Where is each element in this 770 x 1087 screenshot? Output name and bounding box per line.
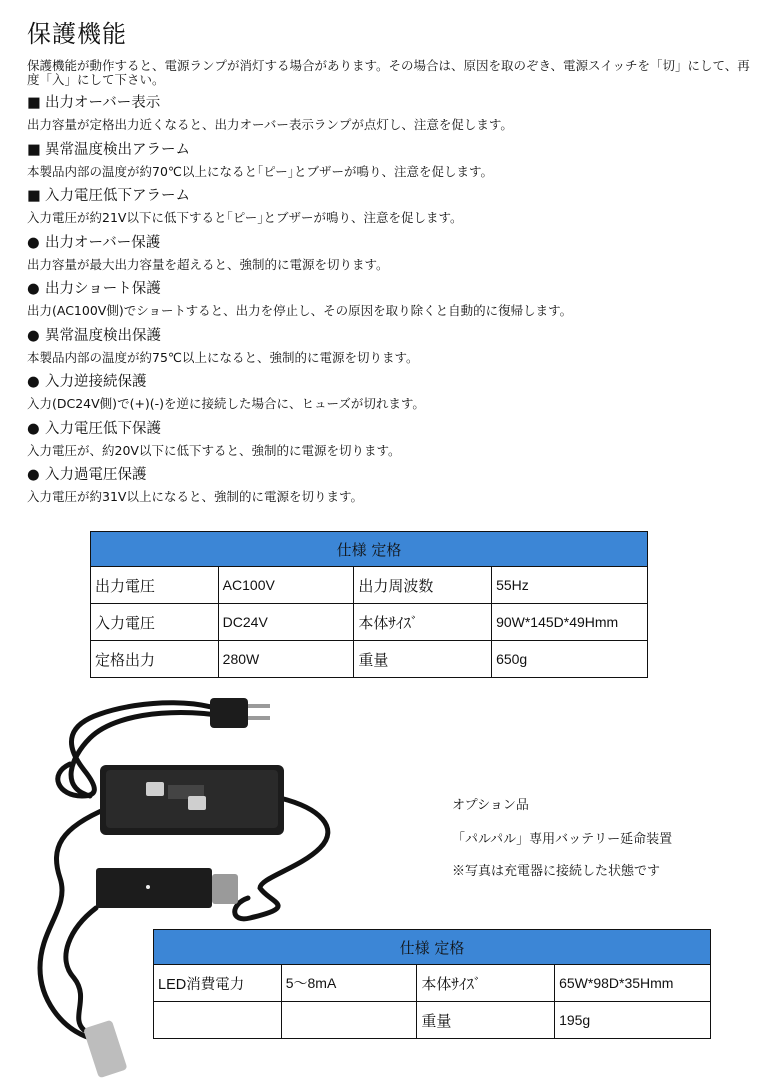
round-bullet-icon: ● <box>27 467 40 483</box>
square-bullet-icon: ■ <box>27 141 41 158</box>
section-text: 出力(AC100V側)でショートすると、出力を停止し、その原因を取り除くと自動的に復帰します。 <box>27 303 573 318</box>
section-heading <box>27 325 418 347</box>
spec-label: 出力周波数 <box>354 567 492 604</box>
spec-label: 本体ｻｲｽﾞ <box>417 965 555 1002</box>
section-heading <box>27 371 425 393</box>
square-bullet-icon: ■ <box>27 188 41 204</box>
section-heading <box>27 232 389 254</box>
page-title: 保護機能 <box>27 20 127 48</box>
section-text: 本製品内部の温度が約70℃以上になると｢ピー｣とブザーが鳴り、注意を促します。 <box>27 163 493 179</box>
section-text: 出力容量が最大出力容量を超えると、強制的に電源を切ります。 <box>27 256 389 272</box>
section-heading-text: 出力オーバー保護 <box>45 234 161 251</box>
section-heading <box>27 418 400 440</box>
section-text: 入力電圧が約21V以下に低下すると｢ピー｣とブザーが鳴り、注意を促します。 <box>27 210 463 225</box>
protection-section <box>27 185 462 229</box>
round-bullet-icon: ● <box>27 374 40 390</box>
option-note: ※写真は充電器に接続した状態です <box>452 864 661 879</box>
spec-label: 定格出力 <box>91 641 219 678</box>
round-bullet-icon: ● <box>27 327 40 344</box>
spec-label: 入力電圧 <box>91 604 219 641</box>
spec-value: 55Hz <box>492 567 648 604</box>
spec-value: DC24V <box>218 604 354 641</box>
spec-value <box>281 1002 417 1039</box>
section-heading-text: 入力電圧低下保護 <box>45 420 161 437</box>
section-heading <box>27 92 513 114</box>
protection-section <box>27 278 572 322</box>
section-heading <box>27 139 493 161</box>
spec-label: 本体ｻｲｽﾞ <box>354 604 492 641</box>
section-heading-text: 異常温度検出アラーム <box>45 141 190 158</box>
spec-label: 重量 <box>354 641 492 678</box>
section-heading-text: 入力逆接続保護 <box>45 374 147 390</box>
round-bullet-icon: ● <box>27 234 40 251</box>
spec-value: 65W*98D*35Hmm <box>555 965 711 1002</box>
protection-section <box>27 232 389 276</box>
section-text: 本製品内部の温度が約75℃以上になると、強制的に電源を切ります。 <box>27 349 419 365</box>
protection-section <box>27 418 400 462</box>
spec-label <box>154 1002 282 1039</box>
section-heading-text: 入力過電圧保護 <box>45 467 147 483</box>
spec-label: 重量 <box>417 1002 555 1039</box>
spec-value: 90W*145D*49Hmm <box>492 604 648 641</box>
section-heading <box>27 464 363 486</box>
spec-table-header: 仕様 定格 <box>154 930 711 965</box>
spec-label: LED消費電力 <box>154 965 282 1002</box>
spec-table-header: 仕様 定格 <box>91 532 648 567</box>
option-title: オプション品 <box>452 798 529 813</box>
section-heading <box>27 278 572 300</box>
spec-value: 195g <box>555 1002 711 1039</box>
square-bullet-icon: ■ <box>27 95 41 111</box>
spec-value: 650g <box>492 641 648 678</box>
round-bullet-icon: ● <box>27 420 40 437</box>
spec-table-inverter <box>90 531 648 678</box>
spec-value: 5～8mA <box>281 965 417 1002</box>
section-text: 入力電圧が約31V以上になると、強制的に電源を切ります。 <box>27 489 363 504</box>
option-description: 「パルパル」専用バッテリー延命装置 <box>452 832 673 847</box>
protection-section <box>27 464 363 508</box>
protection-section <box>27 325 418 369</box>
section-text: 出力容量が定格出力近くなると、出力オーバー表示ランプが点灯し、注意を促します。 <box>27 117 513 132</box>
protection-section <box>27 371 425 415</box>
section-heading <box>27 185 462 207</box>
section-text: 入力(DC24V側)で(+)(-)を逆に接続した場合に、ヒューズが切れます。 <box>27 396 425 411</box>
section-heading-text: 出力オーバー表示 <box>45 95 161 111</box>
spec-value: 280W <box>218 641 354 678</box>
section-heading-text: 入力電圧低下アラーム <box>45 188 190 204</box>
section-heading-text: 異常温度検出保護 <box>45 327 161 344</box>
protection-section <box>27 139 493 183</box>
section-heading-text: 出力ショート保護 <box>45 281 161 297</box>
round-bullet-icon: ● <box>27 281 40 297</box>
spec-label: 出力電圧 <box>91 567 219 604</box>
protection-section <box>27 92 513 136</box>
spec-table-option <box>153 929 711 1039</box>
intro-paragraph: 保護機能が動作すると、電源ランプが消灯する場合があります。その場合は、原因を取のぞき、電源スイッチを「切」にして、再度「入」にして下さい。 <box>27 58 750 87</box>
spec-value: AC100V <box>218 567 354 604</box>
section-text: 入力電圧が、約20V以下に低下すると、強制的に電源を切ります。 <box>27 442 401 458</box>
